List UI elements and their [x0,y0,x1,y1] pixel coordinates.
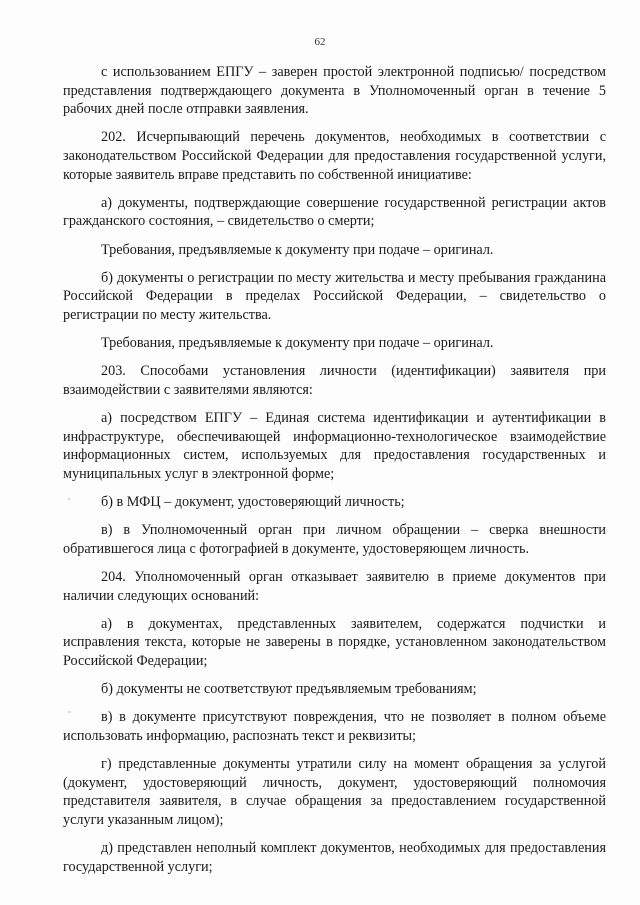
paragraph-204-b: б) документы не соответствуют предъявляемым требованиям; [101,681,477,698]
paragraph-continuation: с использованием ЕПГУ – заверен простой электронной подписью/ посредством представления подтверждающего документа в Уполномоченный орган в течение 5 рабочих дней после отправки заявления. [63,64,606,118]
paragraph-requirements-2: Требования, предъявляемые к документу при подаче – оригинал. [101,335,494,352]
paragraph-203: 203. Способами установления личности (идентификации) заявителя при взаимодействии с заявителями являются: [63,363,606,398]
paragraph-203-a: а) посредством ЕПГУ – Единая система идентификации и аутентификации в инфраструктуре, обеспечивающей информационно-технологическое взаимодействие информационных систем, используемых для предоставления государственных и муниципальных услуг в электронной форме; [63,410,606,482]
paragraph-202: 202. Исчерпывающий перечень документов, необходимых в соответствии с законодательством Российской Федерации для предоставления государственной услуги, которые заявитель вправе представить по собственной инициативе: [63,129,606,183]
paragraph-204-c: в) в документе присутствуют повреждения, что не позволяет в полном объеме использовать информацию, распознать текст и реквизиты; [63,709,606,744]
paragraph-204-e: д) представлен неполный комплект документов, необходимых для предоставления государственной услуги; [63,840,606,875]
paragraph-202-b: б) документы о регистрации по месту жительства и месту пребывания гражданина Российской Федерации в пределах Российской Федерации, – свидетельство о регистрации по месту жительства. [63,269,606,323]
paragraph-204: 204. Уполномоченный орган отказывает заявителю в приеме документов при наличии следующих оснований: [63,569,606,604]
paragraph-204-d: г) представленные документы утратили силу на момент обращения за услугой (документ, удостоверяющий личность, документ, удостоверяющий полномочия представителя заявителя, в случае обращения за предоставлением государственной услуги указанным лицом); [63,756,606,828]
paragraph-203-b: б) в МФЦ – документ, удостоверяющий личность; [101,494,405,511]
document-text [63,63,606,886]
page-number: 62 [314,36,326,48]
paragraph-202-a: а) документы, подтверждающие совершение государственной регистрации актов гражданского состояния, – свидетельство о смерти; [63,194,606,230]
paragraph-requirements-1: Требования, предъявляемые к документу при подаче – оригинал. [101,241,494,258]
paragraph-204-a: а) в документах, представленных заявителем, содержатся подчистки и исправления текста, которые не заверены в порядке, установленном законодательством Российской Федерации; [63,615,606,669]
paragraph-203-c: в) в Уполномоченный орган при личном обращении – сверка внешности обратившегося лица с фотографией в документе, удостоверяющем личность. [63,522,606,557]
